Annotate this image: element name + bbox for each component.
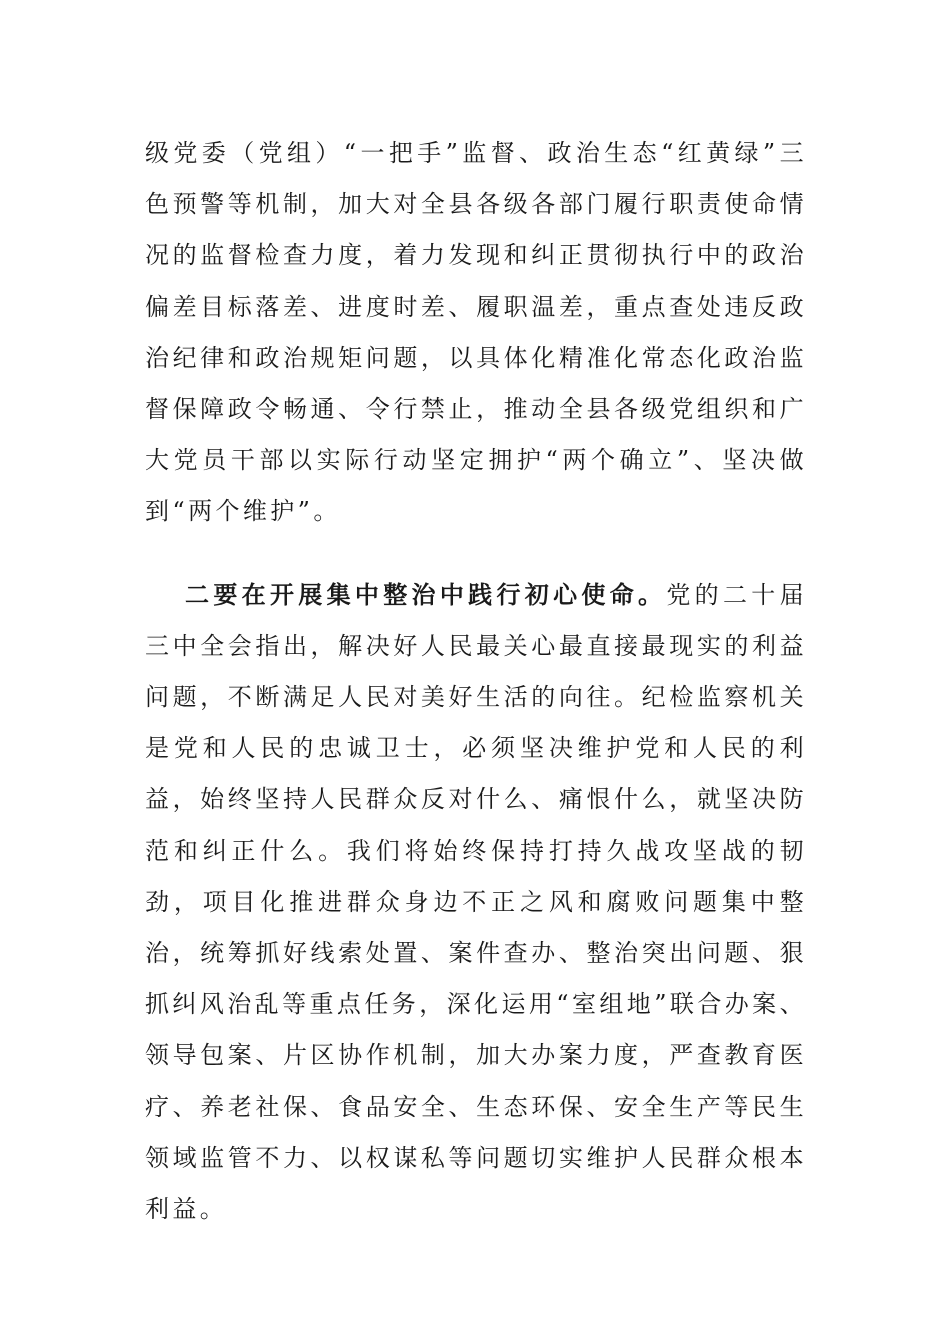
paragraph-1-text: 级党委（党组）“一把手”监督、政治生态“红黄绿”三色预警等机制，加大对全县各级各部门履行职责使命情况的监督检查力度，着力发现和纠正贯彻执行中的政治偏差目标落差、进度时差、履职温差，重点查处违反政治纪律和政治规矩问题，以具体化精准化常态化政治监督保障政令畅通、令行禁止，推动全县各级党组织和广大党员干部以实际行动坚定拥护“两个确立”、坚决做到“两个维护”。 (145, 139, 807, 526)
paragraph-2-text: 党的二十届三中全会指出，解决好人民最关心最直接最现实的利益问题，不断满足人民对美好生活的向往。纪检监察机关是党和人民的忠诚卫士，必须坚决维护党和人民的利益，始终坚持人民群众反对什么、痛恨什么，就坚决防范和纠正什么。我们将始终保持打持久战攻坚战的韧劲，项目化推进群众身边不正之风和腐败问题集中整治，统筹抓好线索处置、案件查办、整治突出问题、狠抓纠风治乱等重点任务，深化运用“室组地”联合办案、领导包案、片区协作机制，加大办案力度，严查教育医疗、养老社保、食品安全、生态环保、安全生产等民生领域监管不力、以权谋私等问题切实维护人民群众根本利益。 (145, 580, 807, 1224)
paragraph-2-lead: 二要在开展集中整治中践行初心使命。 (185, 579, 667, 609)
document-body (145, 127, 807, 1235)
paragraph-2 (145, 569, 807, 1236)
paragraph-1 (145, 127, 807, 538)
